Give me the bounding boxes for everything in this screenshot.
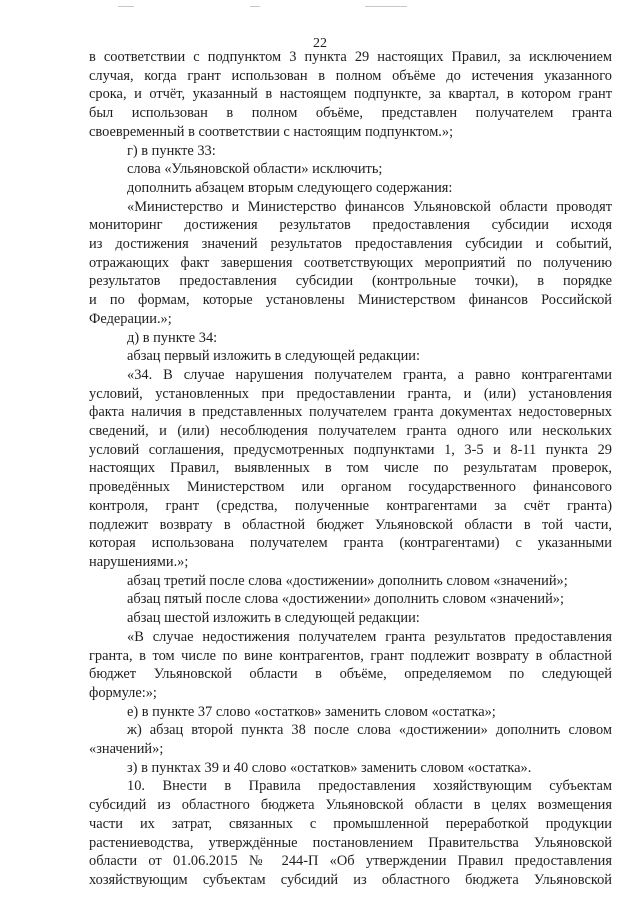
paragraph-line: слова «Ульяновской области» исключить; — [127, 161, 383, 178]
paragraph-line: ж) абзац второй пункта 38 после слова «достижении» дополнить словом — [127, 722, 612, 739]
paragraph-line: з) в пунктах 39 и 40 слово «остатков» заменить словом «остатка». — [127, 759, 532, 776]
paragraph-line: е) в пункте 37 слово «остатков» заменить словом «остатка»; — [127, 703, 496, 720]
paragraph-line: сведений, и (или) несоблюдения получателем гранта одного или нескольких — [89, 423, 612, 440]
paragraph-line: мониторинг достижения результатов предоставления субсидии исходя — [89, 217, 612, 234]
scan-artifact — [250, 6, 260, 7]
paragraph-line: абзац шестой изложить в следующей редакции: — [127, 610, 420, 627]
paragraph-line: нарушениями.»; — [89, 553, 189, 570]
paragraph-line: подлежит возврату в областной бюджет Ульяновской области в той части, — [89, 516, 612, 533]
paragraph-line: 10. Внести в Правила предоставления хозяйствующим субъектам — [127, 778, 612, 795]
paragraph-line: отражающих факт завершения соответствующих мероприятий по получению — [89, 254, 612, 271]
paragraph-line: абзац пятый после слова «достижении» дополнить словом «значений»; — [127, 591, 564, 608]
paragraph-line: из достижения значений результатов предоставления субсидии и событий, — [89, 236, 612, 253]
paragraph-line: «В случае недостижения получателем гранта результатов предоставления — [127, 628, 612, 645]
paragraph-line: был использован в полном объёме, представлен получателем гранта — [89, 105, 612, 122]
paragraph-line: растениеводства, утверждённые постановлением Правительства Ульяновской — [89, 834, 612, 851]
document-body — [89, 48, 612, 890]
paragraph-line: своевременный в соответствии с настоящим подпунктом.»; — [89, 123, 454, 140]
paragraph-line: «Министерство и Министерство финансов Ульяновской области проводят — [127, 198, 612, 215]
paragraph-line: части их затрат, связанных с промышленной переработкой продукции — [89, 815, 612, 832]
paragraph-line: Федерации.»; — [89, 310, 172, 327]
paragraph-line: г) в пункте 33: — [127, 142, 216, 159]
paragraph-line: абзац третий после слова «достижении» дополнить словом «значений»; — [127, 572, 568, 589]
paragraph-line: условий, установленных при предоставлении гранта, и (или) установления — [89, 385, 612, 402]
paragraph-line: гранта, в том числе по вине контрагентов, грант подлежит возврату в областной — [89, 647, 612, 664]
paragraph-line: «34. В случае нарушения получателем гранта, а равно контрагентами — [127, 366, 612, 383]
paragraph-line: срока, и отчёт, указанный в настоящем подпункте, за квартал, в котором грант — [89, 86, 612, 103]
paragraph-line: д) в пункте 34: — [127, 329, 218, 346]
paragraph-line: условий соглашения, предусмотренных подпунктами 1, 3-5 и 8-11 пункта 29 — [89, 441, 612, 458]
paragraph-line: бюджет Ульяновской области в объёме, определяемом по следующей — [89, 666, 612, 683]
paragraph-line: случая, когда грант использован в полном объёме до истечения указанного — [89, 67, 612, 84]
scan-artifact — [118, 6, 134, 7]
paragraph-line: области от 01.06.2015 № 244-П «Об утверждении Правил предоставления — [89, 853, 612, 870]
paragraph-line: контроля, грант (средства, полученные контрагентами за счёт гранта) — [89, 497, 612, 514]
page-number: 22 — [313, 36, 327, 51]
paragraph-line: субсидий из областного бюджета Ульяновской области в целях возмещения — [89, 797, 612, 814]
paragraph-line: факта наличия в представленных получателем гранта документах недостоверных — [89, 404, 612, 421]
paragraph-line: настоящих Правил, выявленных в том числе по результатам проверок, — [89, 460, 612, 477]
paragraph-line: формуле:»; — [89, 684, 157, 701]
scan-artifact — [365, 6, 407, 7]
paragraph-line: результатов предоставления субсидии (контрольные точки), в порядке — [89, 273, 612, 290]
paragraph-line: абзац первый изложить в следующей редакции: — [127, 348, 421, 365]
paragraph-line: которая использована получателем гранта (контрагентами) с указанными — [89, 535, 612, 552]
paragraph-line: хозяйствующим субъектам субсидий из областного бюджета Ульяновской — [89, 871, 612, 888]
paragraph-line: и по формам, которые установлены Министерством финансов Российской — [89, 292, 612, 309]
paragraph-line: дополнить абзацем вторым следующего содержания: — [127, 179, 453, 196]
paragraph-line: в соответствии с подпунктом 3 пункта 29 настоящих Правил, за исключением — [89, 49, 612, 65]
paragraph-line: «значений»; — [89, 741, 164, 758]
paragraph-line: проведённых Министерством или органом государственного финансового — [89, 479, 612, 496]
